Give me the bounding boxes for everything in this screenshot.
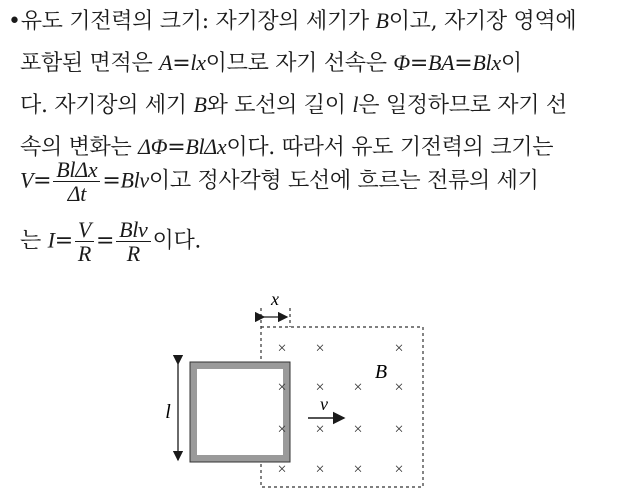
field-cross-symbol: × (353, 379, 363, 396)
text-segment: 은 일정하므로 자기 선 (358, 93, 567, 118)
label-B: B (374, 361, 388, 383)
math-var: I (47, 227, 55, 253)
math-var: lx (190, 50, 206, 75)
square-loop-inner (197, 369, 283, 455)
math-var: B (375, 8, 389, 33)
text-segment: 이고 정사각형 도선에 흐르는 전류의 세기 (148, 168, 539, 194)
field-cross-symbol: × (277, 379, 287, 396)
field-cross-symbol: × (394, 340, 404, 357)
field-cross-symbol: × (394, 379, 404, 396)
text-segment: 속의 변화는 (20, 135, 139, 160)
math-op: = (454, 51, 473, 76)
text-segment: 다. 자기장의 세기 (20, 93, 194, 118)
text-segment: 이 (500, 51, 522, 76)
math-op: = (409, 51, 428, 76)
field-cross-symbol: × (315, 340, 325, 357)
math-var: BA (427, 50, 455, 75)
text-segment: 유도 기전력의 크기: 자기장의 세기가 (20, 9, 376, 34)
math-op: = (33, 168, 52, 194)
text-segment: 와 도선의 길이 (206, 93, 353, 118)
fraction-numerator: BlΔx (53, 158, 100, 182)
math-op: = (172, 51, 191, 76)
field-cross-symbol: × (315, 461, 325, 478)
field-cross-symbol: × (277, 340, 287, 357)
math-var: Blv (120, 167, 149, 193)
math-var: BlΔx (185, 134, 227, 159)
text-segment: 이고, 자기장 영역에 (388, 9, 577, 34)
fraction-denominator: Δt (67, 181, 87, 207)
text-segment: 포함된 면적은 (20, 51, 160, 76)
fraction-denominator: R (126, 241, 140, 267)
math-var: Blx (472, 50, 501, 75)
math-var: Φ (393, 50, 410, 75)
math-op: = (95, 228, 115, 254)
math-var: ΔΦ (138, 134, 168, 159)
math-var: l (352, 92, 359, 117)
field-cross-symbol: × (277, 421, 287, 438)
label-l: l (165, 401, 171, 423)
field-cross-symbol: × (394, 461, 404, 478)
fraction-numerator: V (75, 218, 94, 242)
bullet: • (8, 9, 21, 34)
fraction-numerator: Blv (116, 218, 150, 242)
math-var: B (193, 92, 207, 117)
text-segment: 는 (20, 228, 48, 254)
math-op: = (102, 168, 121, 194)
math-var: A (159, 50, 173, 75)
field-cross-symbol: × (353, 421, 363, 438)
text-segment: 이다. (152, 228, 202, 254)
math-var: V (20, 167, 34, 193)
math-op: = (54, 228, 73, 254)
field-cross-symbol: × (315, 379, 325, 396)
fraction-denominator: R (77, 241, 91, 267)
field-cross-symbol: × (277, 461, 287, 478)
field-cross-symbol: × (394, 421, 404, 438)
text-segment: 이므로 자기 선속은 (205, 51, 394, 76)
math-op: = (167, 135, 186, 160)
field-cross-symbol: × (353, 461, 363, 478)
label-x: x (271, 289, 279, 309)
text-segment: 이다. 따라서 유도 기전력의 크기는 (226, 135, 554, 160)
field-cross-symbol: × (315, 421, 325, 438)
label-v: v (320, 394, 328, 414)
